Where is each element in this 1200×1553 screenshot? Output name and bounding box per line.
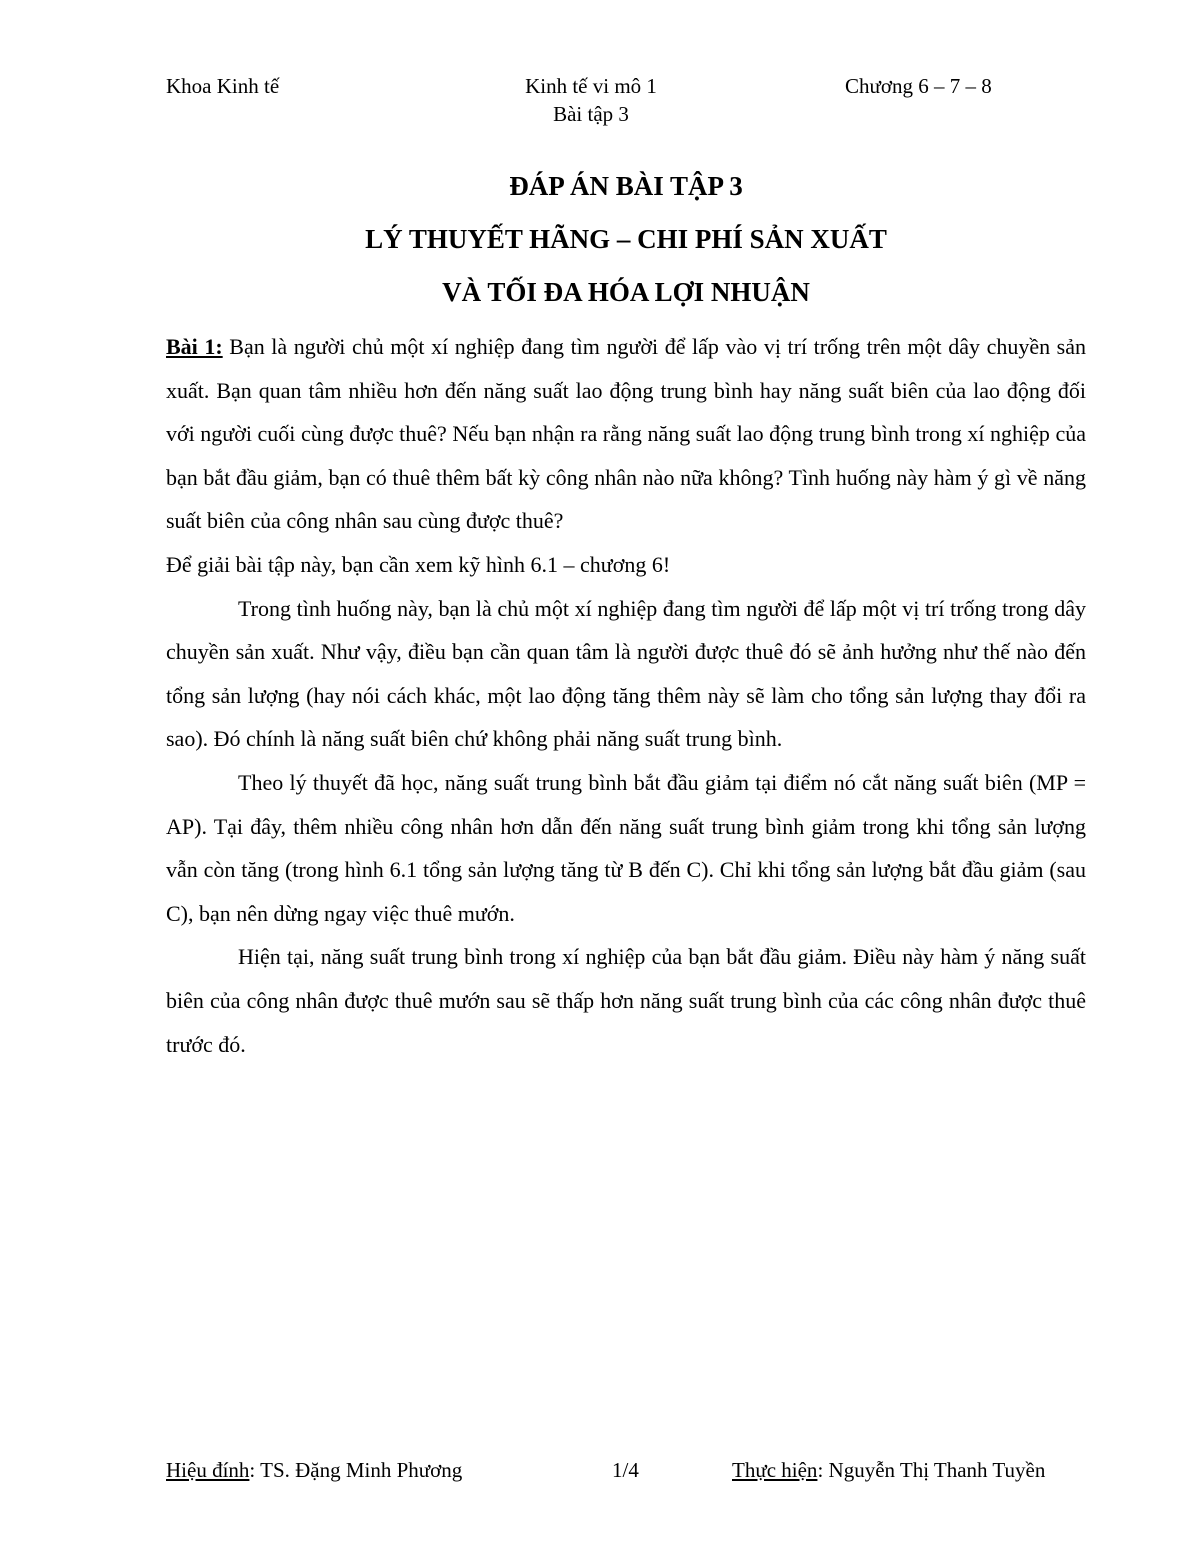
question-text: Bạn là người chủ một xí nghiệp đang tìm người để lấp vào vị trí trống trên một dây chuyền sản xuất. Bạn quan tâm nhiều hơn đến năng suất lao động trung bình hay năng suất biên của lao động đối với người cuối cùng được thuê? Nếu bạn nhận ra rằng năng suất lao động trung bình trong xí nghiệp của bạn bắt đầu giảm, bạn có thuê thêm bất kỳ công nhân nào nữa không? Tình huống này hàm ý gì về năng suất biên của công nhân sau cùng được thuê? (166, 334, 1086, 534)
author-label: Thực hiện (732, 1458, 818, 1482)
answer-paragraph-1: Trong tình huống này, bạn là chủ một xí nghiệp đang tìm người để lấp một vị trí trống trong dây chuyền sản xuất. Như vậy, điều bạn cần quan tâm là người được thuê đó sẽ ảnh hưởng như thế nào đến tổng sản lượng (hay nói cách khác, một lao động tăng thêm này sẽ làm cho tổng sản lượng thay đổi ra sao). Đó chính là năng suất biên chứ không phải năng suất trung bình. (166, 595, 1086, 752)
question-paragraph (166, 325, 1086, 543)
answer-paragraph-2: Theo lý thuyết đã học, năng suất trung bình bắt đầu giảm tại điểm nó cắt năng suất biên (MP = AP). Tại đây, thêm nhiều công nhân hơn dẫn đến năng suất trung bình giảm trong khi tổng sản lượng vẫn còn tăng (trong hình 6.1 tổng sản lượng tăng từ B đến C). Chỉ khi tổng sản lượng bắt đầu giảm (sau C), bạn nên dừng ngay việc thuê mướn. (166, 769, 1086, 926)
title-line-3: VÀ TỐI ĐA HÓA LỢI NHUẬN (442, 277, 810, 307)
reviewer-name: : TS. Đặng Minh Phương (249, 1458, 463, 1482)
author-name: : Nguyễn Thị Thanh Tuyền (817, 1458, 1046, 1482)
hint-paragraph: Để giải bài tập này, bạn cần xem kỹ hình 6.1 – chương 6! (166, 551, 671, 577)
page-number: 1/4 (612, 1458, 639, 1482)
header-course: Kinh tế vi mô 1 (525, 74, 657, 98)
title-line-2: LÝ THUYẾT HÃNG – CHI PHÍ SẢN XUẤT (365, 224, 887, 254)
answer-paragraph-3: Hiện tại, năng suất trung bình trong xí nghiệp của bạn bắt đầu giảm. Điều này hàm ý năng suất biên của công nhân được thuê mướn sau sẽ thấp hơn năng suất trung bình của các công nhân được thuê trước đó. (166, 944, 1086, 1057)
document-body (166, 325, 1086, 1066)
footer-reviewer (166, 1456, 462, 1484)
title-line-1: ĐÁP ÁN BÀI TẬP 3 (509, 171, 743, 201)
footer-author (732, 1456, 1045, 1484)
header-assignment: Bài tập 3 (553, 102, 629, 126)
header-department: Khoa Kinh tế (166, 74, 280, 98)
question-label: Bài 1: (166, 334, 223, 359)
header-chapters: Chương 6 – 7 – 8 (845, 74, 992, 98)
reviewer-label: Hiệu đính (166, 1458, 250, 1482)
